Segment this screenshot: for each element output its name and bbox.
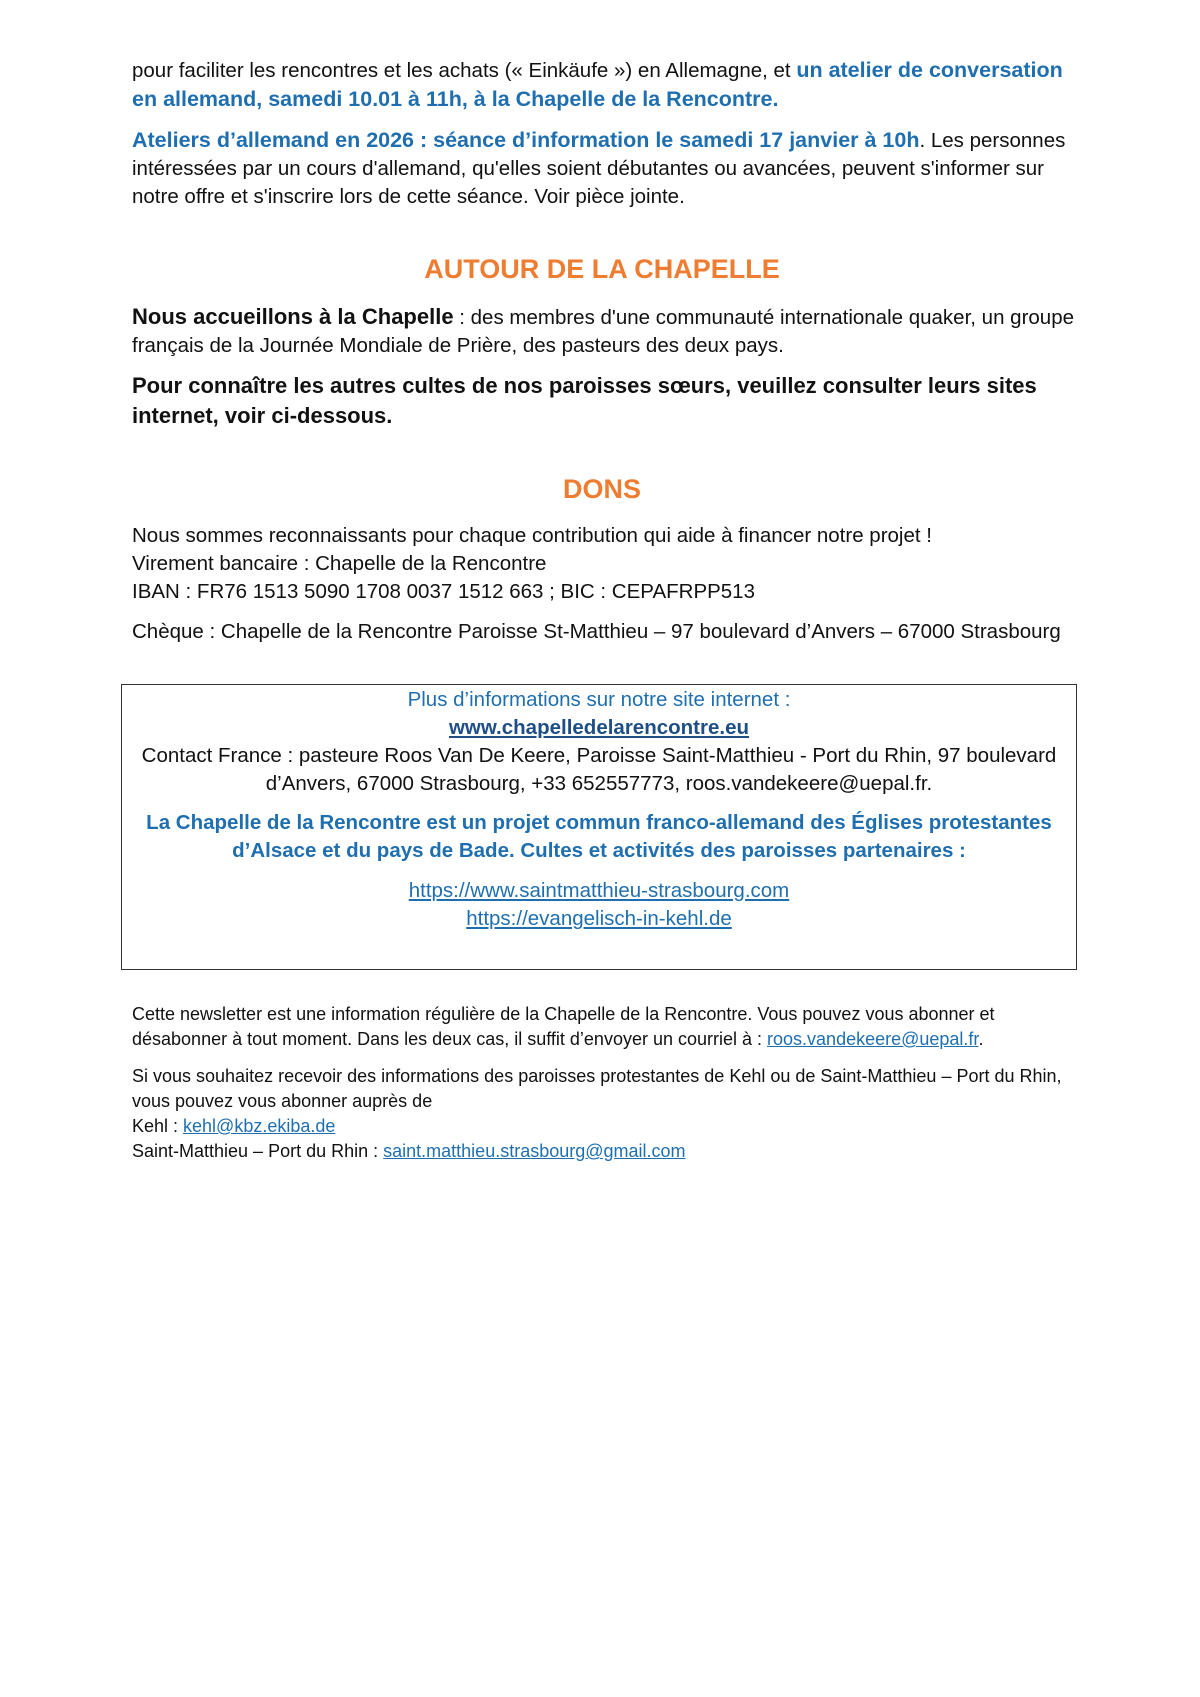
info-box [121,684,1077,970]
intro-section [132,56,1082,211]
intro-paragraph-2 [132,126,1082,211]
newsletter-email-link[interactable]: roos.vandekeere@uepal.fr [767,1029,979,1049]
kehl-label: Kehl : [132,1116,184,1136]
saint-matthieu-email-link[interactable]: saint.matthieu.strasbourg@gmail.com [383,1141,686,1161]
project-text: La Chapelle de la Rencontre est un projet commun franco-allemand des Églises protestantes d’Alsace et du pays de Bade. Cultes et activités des paroisses partenaires : [146,811,1052,862]
kehl-parish-link[interactable]: https://evangelisch-in-kehl.de [466,907,732,930]
saint-matthieu-label: Saint-Matthieu – Port du Rhin : [132,1141,384,1161]
chapelle-heading: AUTOUR DE LA CHAPELLE [424,254,780,284]
dons-line-2: Virement bancaire : Chapelle de la Rencontre [132,552,547,575]
more-info-text: Plus d’informations sur notre site internet : [407,688,791,711]
dons-section [132,522,1082,646]
subscribe-text: Si vous souhaitez recevoir des informations des paroisses protestantes de Kehl ou de Saint-Matthieu – Port du Rhin, vous pouvez vous abonner auprès de [132,1066,1062,1111]
newsletter-text: Cette newsletter est une information régulière de la Chapelle de la Rencontre. Vous pouvez vous abonner et désabonner à tout moment. Dans les deux cas, il suffit d’envoyer un courriel à : [132,1004,995,1049]
intro-p2-highlight: Ateliers d’allemand en 2026 : séance d’information le samedi 17 janvier à 10h [132,128,920,152]
intro-p1-highlight: un atelier de conversation en allemand, samedi 10.01 à 11h, à la Chapelle de la Rencontre. [132,58,1063,111]
newsletter-period: . [978,1029,984,1049]
dons-iban: IBAN : FR76 1513 5090 1708 0037 1512 663 ; BIC : CEPAFRPP513 [132,580,755,603]
intro-p2-text: . Les personnes intéressées par un cours d'allemand, qu'elles soient débutantes ou avancées, peuvent s'informer sur notre offre et s'inscrire lors de cette séance. Voir pièce jointe. [132,129,1066,208]
kehl-email-link[interactable]: kehl@kbz.ekiba.de [183,1116,336,1136]
intro-paragraph-1 [132,56,1082,114]
footer-section [132,1002,1082,1164]
dons-cheque: Chèque : Chapelle de la Rencontre Paroisse St-Matthieu – 97 boulevard d’Anvers – 67000 Strasbourg [132,620,1061,643]
chapelle-paragraph-2: Pour connaître les autres cultes de nos paroisses sœurs, veuillez consulter leurs sites internet, voir ci-dessous. [132,373,1037,428]
dons-line-1: Nous sommes reconnaissants pour chaque contribution qui aide à financer notre projet ! [132,524,932,547]
intro-p1-text: pour faciliter les rencontres et les achats (« Einkäufe ») en Allemagne, et [132,59,797,82]
chapelle-paragraph-1 [132,303,1082,360]
chapelle-p1-text: : des membres d'une communauté internationale quaker, un groupe français de la Journée Mondiale de Prière, des pasteurs des deux pays. [132,306,1074,357]
chapelle-section [132,303,1082,431]
dons-heading: DONS [562,474,641,504]
saint-matthieu-line [132,1139,1082,1164]
chapelle-p1-bold: Nous accueillons à la Chapelle [132,304,454,329]
newsletter-paragraph [132,1002,1082,1052]
kehl-line [132,1114,1082,1139]
website-link[interactable]: www.chapelledelarencontre.eu [448,716,749,739]
contact-text: Contact France : pasteure Roos Van De Keere, Paroisse Saint-Matthieu - Port du Rhin, 97 boulevard d’Anvers, 67000 Strasbourg, +33 652557773, roos.vandekeere@uepal.fr. [141,744,1057,795]
saintmatthieu-link[interactable]: https://www.saintmatthieu-strasbourg.com [408,879,790,902]
